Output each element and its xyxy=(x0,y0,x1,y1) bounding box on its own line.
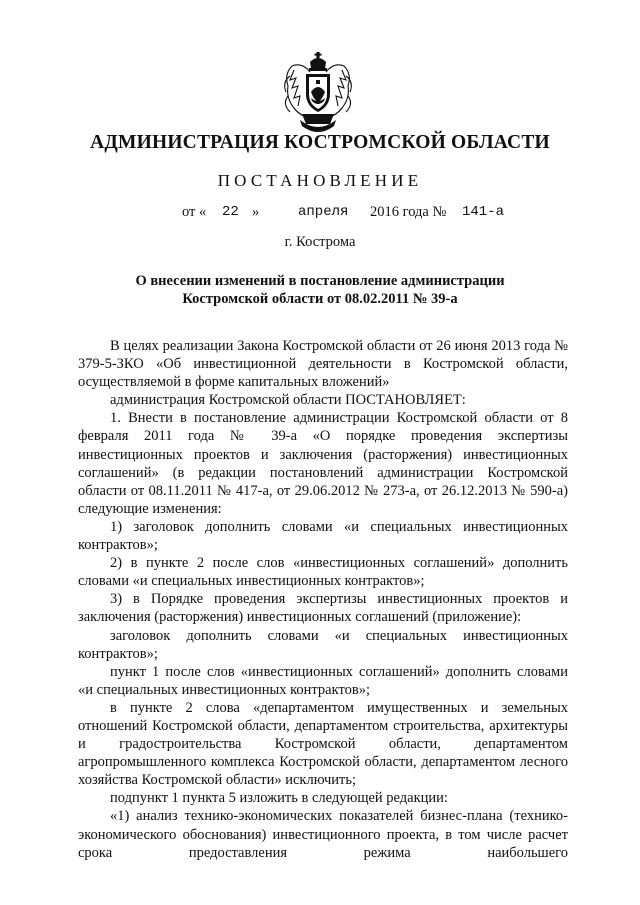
paragraph-item-1: 1. Внести в постановление администрации Костромской области от 8 февраля 2011 года № 39-а «О порядке проведения экспертизы инвестиционных проектов и заключения (расторжения) инвестиционных соглашений» (в редакции постановлений администрации Костромской области от 08.11.2011 № 417-а, от 29.06.2012 № 273-а, от 26.12.2013 № 590-а) следующие изменения: xyxy=(78,410,568,517)
city: г. Кострома xyxy=(284,234,356,250)
date-month: апреля xyxy=(298,204,349,220)
coat-of-arms-icon xyxy=(280,52,356,132)
subject-line-2: Костромской области от 08.02.2011 № 39-а xyxy=(182,291,458,307)
paragraph-subitem-2: 2) в пункте 2 после слов «инвестиционных соглашений» дополнить словами «и специальных инвестиционных контрактов»; xyxy=(78,555,568,590)
paragraph-point-5: подпункт 1 пункта 5 изложить в следующей редакции: xyxy=(110,790,448,807)
organization-name: АДМИНИСТРАЦИЯ КОСТРОМСКОЙ ОБЛАСТИ xyxy=(90,132,550,153)
document-body xyxy=(78,337,568,862)
document-type: ПОСТАНОВЛЕНИЕ xyxy=(217,171,423,190)
date-day: 22 xyxy=(222,204,239,220)
paragraph-preamble: В целях реализации Закона Костромской области от 26 июня 2013 года № 379-5-ЗКО «Об инвестиционной деятельности в Костромской области, осуществляемой в форме капитальных вложений» xyxy=(78,338,568,391)
paragraph-quoted-1: «1) анализ технико-экономических показателей бизнес-плана (технико-экономического обоснования) инвестиционного проекта, в том числе расчет срока предоставления режима наибольшего xyxy=(78,808,568,861)
document-subject xyxy=(0,272,640,308)
paragraph-title-change: заголовок дополнить словами «и специальных инвестиционных контрактов»; xyxy=(78,627,568,662)
date-close-quote: » xyxy=(252,204,260,220)
date-prefix: от « xyxy=(182,204,207,220)
paragraph-subitem-3: 3) в Порядке проведения экспертизы инвестиционных проектов и заключения (расторжения) инвестиционных соглашений (приложение): xyxy=(78,591,568,626)
paragraph-subitem-1: 1) заголовок дополнить словами «и специальных инвестиционных контрактов»; xyxy=(78,518,568,554)
date-year: 2016 года № xyxy=(370,204,447,220)
document-number: 141-а xyxy=(462,204,505,220)
paragraph-point-1: пункт 1 после слов «инвестиционных соглашений» дополнить словами «и специальных инвестиционных контрактов»; xyxy=(78,663,568,698)
paragraph-resolves: администрация Костромской области ПОСТАНОВЛЯЕТ: xyxy=(110,392,466,409)
paragraph-point-2: в пункте 2 слова «департаментом имущественных и земельных отношений Костромской области, департаментом строительства, архитектуры и градостроительства Костромской области, департаментом агропромышленного комплекса Костромской области, департаментом лесного хозяйства Костромской области» исключить; xyxy=(78,699,568,789)
subject-line-1: О внесении изменений в постановление администрации xyxy=(135,273,505,289)
